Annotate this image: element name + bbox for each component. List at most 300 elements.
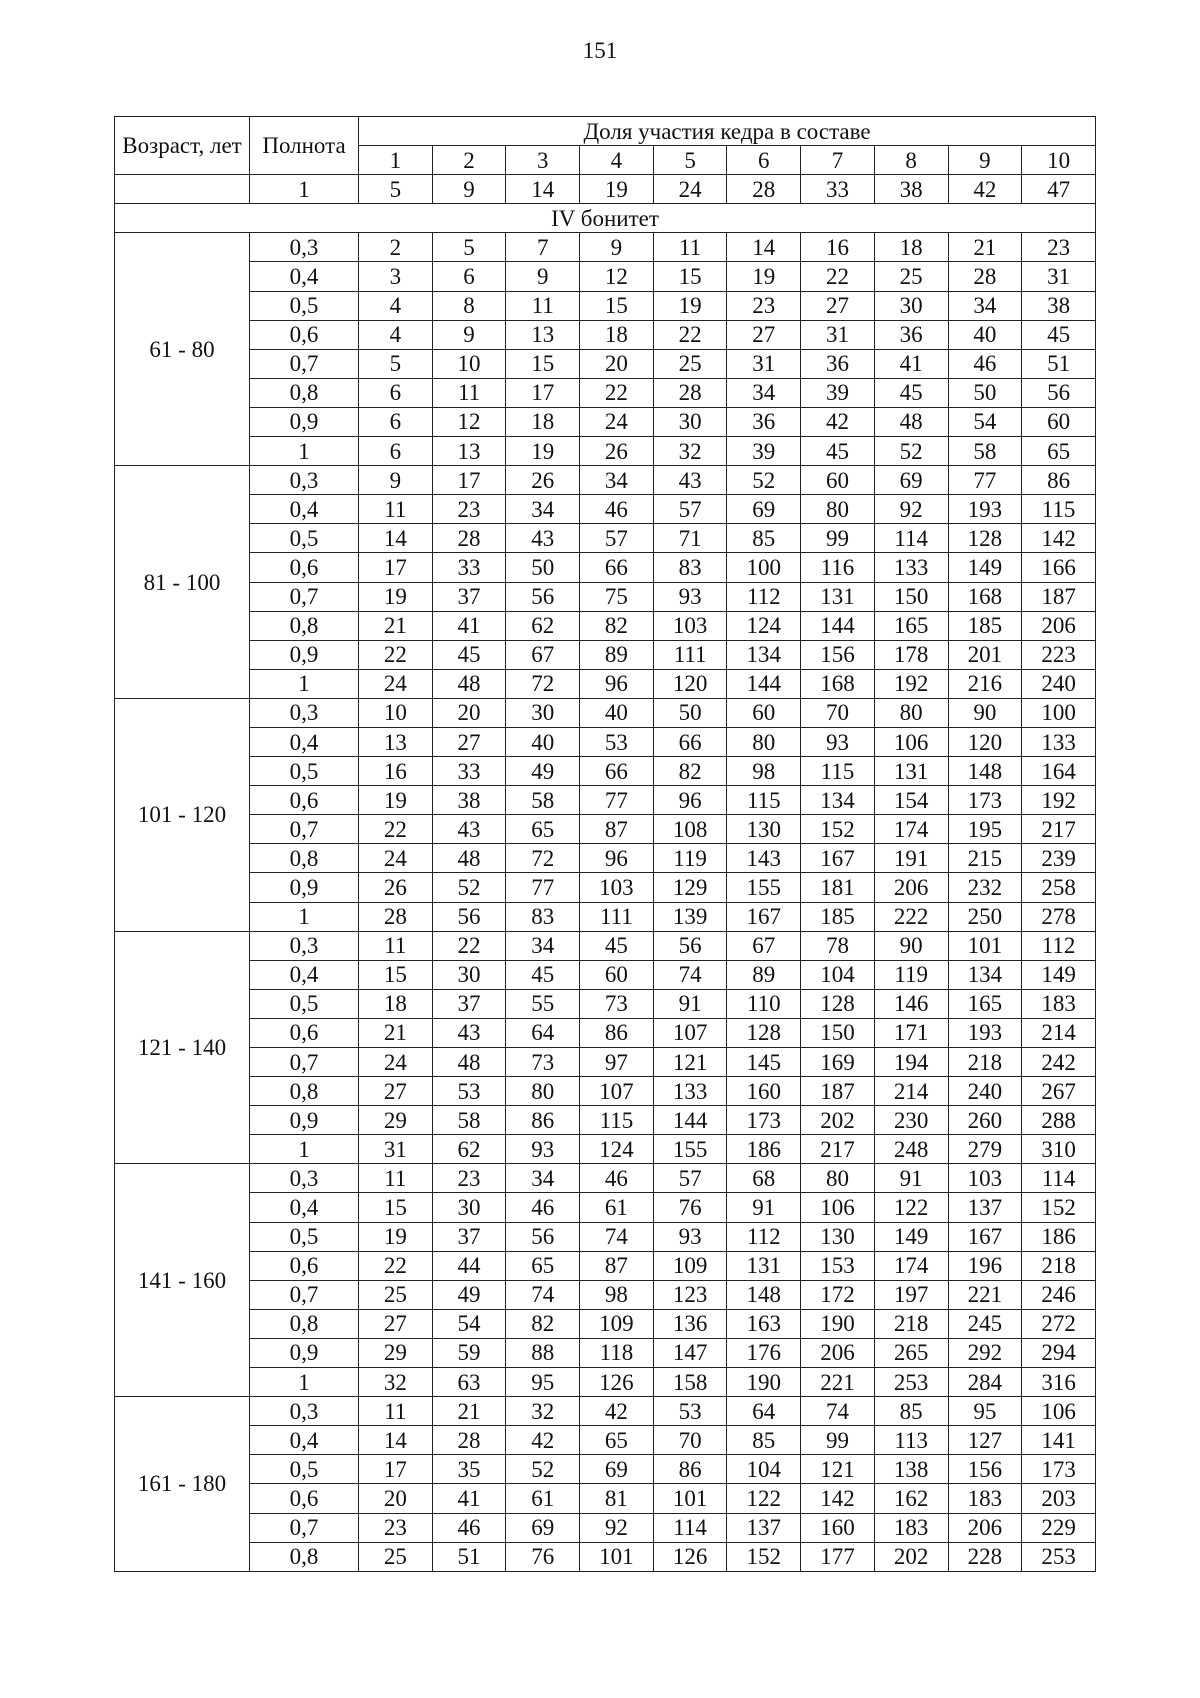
density-cell: 0,9 bbox=[250, 407, 359, 436]
value-cell: 11 bbox=[359, 1164, 433, 1193]
value-cell: 114 bbox=[1022, 1164, 1096, 1193]
value-cell: 126 bbox=[653, 1542, 727, 1571]
value-cell: 131 bbox=[874, 757, 948, 786]
value-cell: 66 bbox=[653, 727, 727, 756]
value-cell: 242 bbox=[1022, 1048, 1096, 1077]
density-cell: 0,6 bbox=[250, 320, 359, 349]
value-cell: 185 bbox=[948, 611, 1022, 640]
value-cell: 149 bbox=[874, 1222, 948, 1251]
value-cell: 45 bbox=[801, 437, 875, 466]
value-cell: 41 bbox=[874, 349, 948, 378]
value-cell: 130 bbox=[801, 1222, 875, 1251]
value-cell: 171 bbox=[874, 1018, 948, 1047]
value-cell: 156 bbox=[948, 1455, 1022, 1484]
value-cell: 288 bbox=[1022, 1106, 1096, 1135]
density-cell: 0,5 bbox=[250, 1222, 359, 1251]
value-cell: 80 bbox=[727, 727, 801, 756]
value-cell: 85 bbox=[874, 1397, 948, 1426]
value-cell: 45 bbox=[874, 378, 948, 407]
value-cell: 6 bbox=[359, 378, 433, 407]
value-cell: 23 bbox=[1022, 233, 1096, 262]
reference-value: 33 bbox=[801, 175, 875, 204]
value-cell: 181 bbox=[801, 873, 875, 902]
value-cell: 119 bbox=[653, 844, 727, 873]
value-cell: 131 bbox=[801, 582, 875, 611]
value-cell: 46 bbox=[580, 495, 654, 524]
value-cell: 108 bbox=[653, 815, 727, 844]
value-cell: 29 bbox=[359, 1106, 433, 1135]
value-cell: 260 bbox=[948, 1106, 1022, 1135]
density-cell: 0,8 bbox=[250, 1309, 359, 1338]
value-cell: 19 bbox=[359, 582, 433, 611]
value-cell: 124 bbox=[580, 1135, 654, 1164]
value-cell: 30 bbox=[432, 1193, 506, 1222]
table-row bbox=[115, 1251, 1096, 1280]
density-cell: 0,3 bbox=[250, 233, 359, 262]
value-cell: 28 bbox=[948, 262, 1022, 291]
value-cell: 39 bbox=[801, 378, 875, 407]
value-cell: 89 bbox=[580, 640, 654, 669]
value-cell: 152 bbox=[727, 1542, 801, 1571]
value-cell: 99 bbox=[801, 1426, 875, 1455]
table-row bbox=[115, 1309, 1096, 1338]
value-cell: 15 bbox=[359, 1193, 433, 1222]
value-cell: 144 bbox=[727, 669, 801, 698]
value-cell: 46 bbox=[506, 1193, 580, 1222]
value-cell: 82 bbox=[580, 611, 654, 640]
value-cell: 230 bbox=[874, 1106, 948, 1135]
value-cell: 46 bbox=[432, 1513, 506, 1542]
value-cell: 68 bbox=[727, 1164, 801, 1193]
value-cell: 134 bbox=[727, 640, 801, 669]
value-cell: 239 bbox=[1022, 844, 1096, 873]
density-cell: 0,9 bbox=[250, 873, 359, 902]
density-cell: 0,9 bbox=[250, 1338, 359, 1367]
value-cell: 168 bbox=[801, 669, 875, 698]
value-cell: 54 bbox=[948, 407, 1022, 436]
value-cell: 114 bbox=[653, 1513, 727, 1542]
density-cell: 0,7 bbox=[250, 1048, 359, 1077]
value-cell: 52 bbox=[874, 437, 948, 466]
value-cell: 101 bbox=[580, 1542, 654, 1571]
table-row bbox=[115, 698, 1096, 727]
value-cell: 152 bbox=[1022, 1193, 1096, 1222]
value-cell: 69 bbox=[580, 1455, 654, 1484]
value-cell: 147 bbox=[653, 1338, 727, 1367]
value-cell: 80 bbox=[801, 1164, 875, 1193]
value-cell: 11 bbox=[653, 233, 727, 262]
value-cell: 155 bbox=[727, 873, 801, 902]
value-cell: 24 bbox=[359, 669, 433, 698]
value-cell: 34 bbox=[948, 291, 1022, 320]
value-cell: 158 bbox=[653, 1368, 727, 1397]
share-column-header: 5 bbox=[653, 146, 727, 175]
value-cell: 240 bbox=[948, 1077, 1022, 1106]
value-cell: 96 bbox=[653, 786, 727, 815]
value-cell: 42 bbox=[580, 1397, 654, 1426]
density-cell: 0,7 bbox=[250, 349, 359, 378]
value-cell: 32 bbox=[506, 1397, 580, 1426]
value-cell: 74 bbox=[506, 1280, 580, 1309]
value-cell: 86 bbox=[653, 1455, 727, 1484]
density-cell: 0,3 bbox=[250, 698, 359, 727]
value-cell: 217 bbox=[801, 1135, 875, 1164]
value-cell: 33 bbox=[432, 757, 506, 786]
value-cell: 128 bbox=[948, 524, 1022, 553]
value-cell: 20 bbox=[359, 1484, 433, 1513]
value-cell: 316 bbox=[1022, 1368, 1096, 1397]
value-cell: 129 bbox=[653, 873, 727, 902]
value-cell: 190 bbox=[727, 1368, 801, 1397]
value-cell: 17 bbox=[506, 378, 580, 407]
density-cell: 0,4 bbox=[250, 1193, 359, 1222]
value-cell: 87 bbox=[580, 815, 654, 844]
value-cell: 150 bbox=[801, 1018, 875, 1047]
share-column-header: 10 bbox=[1022, 146, 1096, 175]
value-cell: 202 bbox=[801, 1106, 875, 1135]
value-cell: 61 bbox=[580, 1193, 654, 1222]
value-cell: 22 bbox=[359, 640, 433, 669]
table-row bbox=[115, 1106, 1096, 1135]
value-cell: 97 bbox=[580, 1048, 654, 1077]
value-cell: 96 bbox=[580, 669, 654, 698]
density-cell: 0,5 bbox=[250, 989, 359, 1018]
value-cell: 30 bbox=[653, 407, 727, 436]
value-cell: 101 bbox=[948, 931, 1022, 960]
value-cell: 11 bbox=[506, 291, 580, 320]
value-cell: 104 bbox=[727, 1455, 801, 1484]
value-cell: 24 bbox=[359, 1048, 433, 1077]
table-row bbox=[115, 786, 1096, 815]
value-cell: 54 bbox=[432, 1309, 506, 1338]
density-cell: 1 bbox=[250, 902, 359, 931]
value-cell: 38 bbox=[1022, 291, 1096, 320]
value-cell: 11 bbox=[359, 495, 433, 524]
value-cell: 51 bbox=[432, 1542, 506, 1571]
density-cell: 0,5 bbox=[250, 524, 359, 553]
value-cell: 24 bbox=[580, 407, 654, 436]
table-body bbox=[115, 117, 1096, 1572]
value-cell: 44 bbox=[432, 1251, 506, 1280]
value-cell: 214 bbox=[874, 1077, 948, 1106]
value-cell: 56 bbox=[1022, 378, 1096, 407]
value-cell: 23 bbox=[359, 1513, 433, 1542]
value-cell: 32 bbox=[653, 437, 727, 466]
value-cell: 48 bbox=[432, 1048, 506, 1077]
density-cell: 0,4 bbox=[250, 727, 359, 756]
value-cell: 17 bbox=[359, 1455, 433, 1484]
age-group-cell: 101 - 120 bbox=[115, 698, 250, 931]
table-row bbox=[115, 960, 1096, 989]
value-cell: 169 bbox=[801, 1048, 875, 1077]
value-cell: 27 bbox=[359, 1309, 433, 1338]
value-cell: 9 bbox=[359, 466, 433, 495]
table-row bbox=[115, 291, 1096, 320]
value-cell: 218 bbox=[874, 1309, 948, 1338]
value-cell: 111 bbox=[580, 902, 654, 931]
value-cell: 13 bbox=[506, 320, 580, 349]
value-cell: 48 bbox=[432, 844, 506, 873]
value-cell: 45 bbox=[506, 960, 580, 989]
value-cell: 42 bbox=[506, 1426, 580, 1455]
value-cell: 33 bbox=[432, 553, 506, 582]
value-cell: 90 bbox=[874, 931, 948, 960]
value-cell: 86 bbox=[1022, 466, 1096, 495]
value-cell: 248 bbox=[874, 1135, 948, 1164]
table-row bbox=[115, 1222, 1096, 1251]
value-cell: 118 bbox=[580, 1338, 654, 1367]
value-cell: 34 bbox=[727, 378, 801, 407]
table-row bbox=[115, 815, 1096, 844]
value-cell: 25 bbox=[874, 262, 948, 291]
value-cell: 4 bbox=[359, 291, 433, 320]
volume-table bbox=[114, 116, 1096, 1572]
value-cell: 232 bbox=[948, 873, 1022, 902]
value-cell: 9 bbox=[432, 320, 506, 349]
value-cell: 18 bbox=[359, 989, 433, 1018]
share-column-header: 6 bbox=[727, 146, 801, 175]
value-cell: 76 bbox=[653, 1193, 727, 1222]
value-cell: 69 bbox=[874, 466, 948, 495]
value-cell: 37 bbox=[432, 582, 506, 611]
value-cell: 197 bbox=[874, 1280, 948, 1309]
value-cell: 12 bbox=[432, 407, 506, 436]
value-cell: 152 bbox=[801, 815, 875, 844]
value-cell: 58 bbox=[506, 786, 580, 815]
value-cell: 49 bbox=[506, 757, 580, 786]
value-cell: 91 bbox=[874, 1164, 948, 1193]
value-cell: 196 bbox=[948, 1251, 1022, 1280]
value-cell: 53 bbox=[432, 1077, 506, 1106]
value-cell: 106 bbox=[801, 1193, 875, 1222]
value-cell: 110 bbox=[727, 989, 801, 1018]
value-cell: 57 bbox=[653, 495, 727, 524]
value-cell: 216 bbox=[948, 669, 1022, 698]
table-row bbox=[115, 1280, 1096, 1309]
value-cell: 83 bbox=[506, 902, 580, 931]
table-row bbox=[115, 611, 1096, 640]
value-cell: 93 bbox=[653, 1222, 727, 1251]
table-row bbox=[115, 495, 1096, 524]
value-cell: 89 bbox=[727, 960, 801, 989]
value-cell: 206 bbox=[1022, 611, 1096, 640]
table-row bbox=[115, 844, 1096, 873]
value-cell: 36 bbox=[874, 320, 948, 349]
value-cell: 21 bbox=[432, 1397, 506, 1426]
value-cell: 173 bbox=[1022, 1455, 1096, 1484]
value-cell: 6 bbox=[432, 262, 506, 291]
value-cell: 143 bbox=[727, 844, 801, 873]
value-cell: 149 bbox=[1022, 960, 1096, 989]
value-cell: 250 bbox=[948, 902, 1022, 931]
value-cell: 160 bbox=[727, 1077, 801, 1106]
value-cell: 122 bbox=[874, 1193, 948, 1222]
value-cell: 58 bbox=[432, 1106, 506, 1135]
section-title: IV бонитет bbox=[115, 204, 1096, 233]
share-column-header: 8 bbox=[874, 146, 948, 175]
reference-age-cell bbox=[115, 175, 250, 204]
value-cell: 139 bbox=[653, 902, 727, 931]
density-cell: 0,7 bbox=[250, 582, 359, 611]
value-cell: 103 bbox=[948, 1164, 1022, 1193]
value-cell: 10 bbox=[359, 698, 433, 727]
value-cell: 40 bbox=[506, 727, 580, 756]
density-cell: 0,8 bbox=[250, 378, 359, 407]
value-cell: 141 bbox=[1022, 1426, 1096, 1455]
value-cell: 229 bbox=[1022, 1513, 1096, 1542]
value-cell: 23 bbox=[727, 291, 801, 320]
value-cell: 11 bbox=[432, 378, 506, 407]
table-row bbox=[115, 757, 1096, 786]
value-cell: 168 bbox=[948, 582, 1022, 611]
value-cell: 245 bbox=[948, 1309, 1022, 1338]
value-cell: 31 bbox=[801, 320, 875, 349]
value-cell: 82 bbox=[506, 1309, 580, 1338]
value-cell: 11 bbox=[359, 931, 433, 960]
reference-density: 1 bbox=[250, 175, 359, 204]
value-cell: 22 bbox=[801, 262, 875, 291]
value-cell: 56 bbox=[653, 931, 727, 960]
value-cell: 38 bbox=[432, 786, 506, 815]
value-cell: 74 bbox=[653, 960, 727, 989]
value-cell: 80 bbox=[801, 495, 875, 524]
table-row bbox=[115, 989, 1096, 1018]
value-cell: 17 bbox=[432, 466, 506, 495]
value-cell: 72 bbox=[506, 669, 580, 698]
header-age: Возраст, лет bbox=[115, 117, 250, 175]
value-cell: 310 bbox=[1022, 1135, 1096, 1164]
value-cell: 146 bbox=[874, 989, 948, 1018]
value-cell: 20 bbox=[580, 349, 654, 378]
value-cell: 27 bbox=[432, 727, 506, 756]
value-cell: 57 bbox=[653, 1164, 727, 1193]
value-cell: 96 bbox=[580, 844, 654, 873]
value-cell: 74 bbox=[580, 1222, 654, 1251]
value-cell: 185 bbox=[801, 902, 875, 931]
density-cell: 1 bbox=[250, 669, 359, 698]
value-cell: 134 bbox=[948, 960, 1022, 989]
value-cell: 133 bbox=[874, 553, 948, 582]
table-row bbox=[115, 1368, 1096, 1397]
value-cell: 183 bbox=[874, 1513, 948, 1542]
table-row bbox=[115, 1164, 1096, 1193]
table-row bbox=[115, 1338, 1096, 1367]
value-cell: 112 bbox=[1022, 931, 1096, 960]
value-cell: 19 bbox=[727, 262, 801, 291]
value-cell: 29 bbox=[359, 1338, 433, 1367]
value-cell: 85 bbox=[727, 524, 801, 553]
value-cell: 145 bbox=[727, 1048, 801, 1077]
value-cell: 90 bbox=[948, 698, 1022, 727]
value-cell: 41 bbox=[432, 1484, 506, 1513]
density-cell: 0,9 bbox=[250, 1106, 359, 1135]
value-cell: 120 bbox=[948, 727, 1022, 756]
value-cell: 46 bbox=[580, 1164, 654, 1193]
value-cell: 43 bbox=[506, 524, 580, 553]
value-cell: 65 bbox=[580, 1426, 654, 1455]
value-cell: 149 bbox=[948, 553, 1022, 582]
value-cell: 63 bbox=[432, 1368, 506, 1397]
value-cell: 83 bbox=[653, 553, 727, 582]
value-cell: 240 bbox=[1022, 669, 1096, 698]
value-cell: 77 bbox=[948, 466, 1022, 495]
table-row bbox=[115, 553, 1096, 582]
value-cell: 69 bbox=[506, 1513, 580, 1542]
value-cell: 120 bbox=[653, 669, 727, 698]
value-cell: 106 bbox=[1022, 1397, 1096, 1426]
value-cell: 15 bbox=[359, 960, 433, 989]
value-cell: 48 bbox=[432, 669, 506, 698]
value-cell: 258 bbox=[1022, 873, 1096, 902]
share-column-header: 9 bbox=[948, 146, 1022, 175]
value-cell: 91 bbox=[653, 989, 727, 1018]
share-column-header: 1 bbox=[359, 146, 433, 175]
value-cell: 112 bbox=[727, 1222, 801, 1251]
value-cell: 59 bbox=[432, 1338, 506, 1367]
value-cell: 27 bbox=[359, 1077, 433, 1106]
header-share: Доля участия кедра в составе bbox=[359, 117, 1096, 146]
value-cell: 121 bbox=[653, 1048, 727, 1077]
value-cell: 37 bbox=[432, 989, 506, 1018]
value-cell: 93 bbox=[801, 727, 875, 756]
value-cell: 25 bbox=[359, 1542, 433, 1571]
value-cell: 284 bbox=[948, 1368, 1022, 1397]
value-cell: 95 bbox=[948, 1397, 1022, 1426]
table-row bbox=[115, 466, 1096, 495]
value-cell: 115 bbox=[727, 786, 801, 815]
age-group-cell: 61 - 80 bbox=[115, 233, 250, 466]
value-cell: 131 bbox=[727, 1251, 801, 1280]
table-row bbox=[115, 320, 1096, 349]
value-cell: 177 bbox=[801, 1542, 875, 1571]
value-cell: 21 bbox=[359, 611, 433, 640]
value-cell: 228 bbox=[948, 1542, 1022, 1571]
value-cell: 9 bbox=[580, 233, 654, 262]
value-cell: 20 bbox=[432, 698, 506, 727]
value-cell: 71 bbox=[653, 524, 727, 553]
density-cell: 0,5 bbox=[250, 291, 359, 320]
value-cell: 88 bbox=[506, 1338, 580, 1367]
density-cell: 0,8 bbox=[250, 1542, 359, 1571]
value-cell: 183 bbox=[1022, 989, 1096, 1018]
value-cell: 86 bbox=[506, 1106, 580, 1135]
value-cell: 39 bbox=[727, 437, 801, 466]
density-cell: 0,6 bbox=[250, 1251, 359, 1280]
value-cell: 127 bbox=[948, 1426, 1022, 1455]
value-cell: 74 bbox=[801, 1397, 875, 1426]
value-cell: 21 bbox=[948, 233, 1022, 262]
value-cell: 109 bbox=[580, 1309, 654, 1338]
value-cell: 22 bbox=[359, 815, 433, 844]
density-cell: 0,3 bbox=[250, 1164, 359, 1193]
value-cell: 115 bbox=[801, 757, 875, 786]
value-cell: 104 bbox=[801, 960, 875, 989]
value-cell: 13 bbox=[432, 437, 506, 466]
value-cell: 50 bbox=[653, 698, 727, 727]
reference-row bbox=[115, 175, 1096, 204]
density-cell: 1 bbox=[250, 437, 359, 466]
value-cell: 64 bbox=[506, 1018, 580, 1047]
value-cell: 31 bbox=[1022, 262, 1096, 291]
value-cell: 19 bbox=[359, 786, 433, 815]
value-cell: 36 bbox=[727, 407, 801, 436]
value-cell: 10 bbox=[432, 349, 506, 378]
value-cell: 19 bbox=[506, 437, 580, 466]
value-cell: 173 bbox=[727, 1106, 801, 1135]
value-cell: 137 bbox=[948, 1193, 1022, 1222]
value-cell: 22 bbox=[580, 378, 654, 407]
value-cell: 70 bbox=[653, 1426, 727, 1455]
